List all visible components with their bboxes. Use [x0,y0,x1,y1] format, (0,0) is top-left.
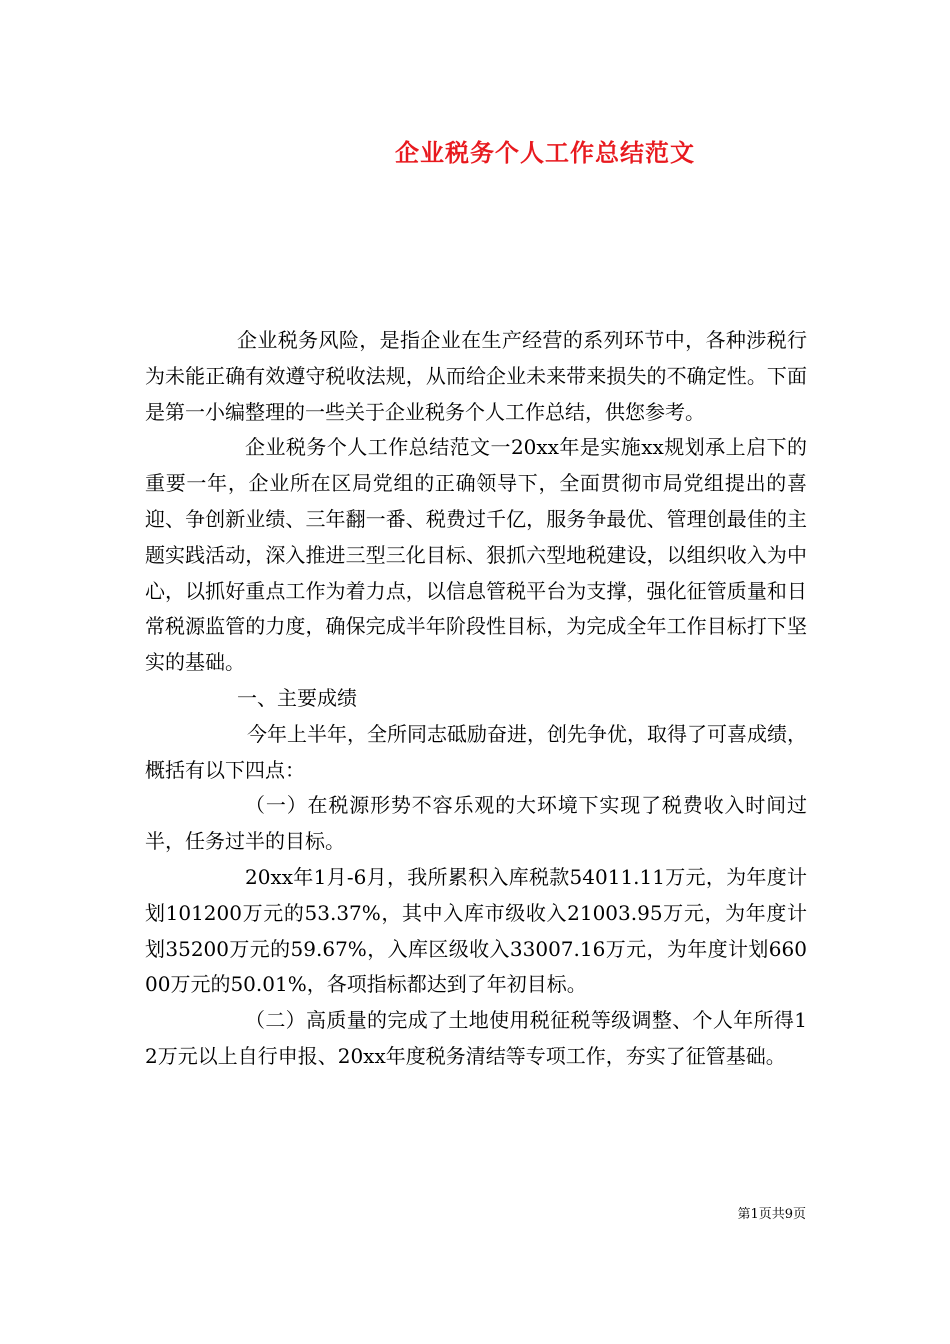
subheading-one: （一）在税源形势不容乐观的大环境下实现了税费收入时间过半，任务过半的目标。 [145,793,807,854]
page-number: 第1页共9页 [737,1207,806,1222]
section-heading-main-achievements: 一、主要成绩 [237,685,357,710]
document-title: 企业税务个人工作总结范文 [395,138,695,167]
paragraph-intro: 企业税务风险，是指企业在生产经营的系列环节中，各种涉税行为未能正确有效遵守税收法规，从而给企业未来带来损失的不确定性。下面是第一小编整理的一些关于企业税务个人工作总结，供您参考。 [145,328,807,424]
subheading-two: （二）高质量的完成了土地使用税征税等级调整、个人年所得12万元以上自行申报、20xx年度税务清结等专项工作，夯实了征管基础。 [145,1008,807,1068]
paragraph-tax-figures: 20xx年1月-6月，我所累积入库税款54011.11万元，为年度计划101200万元的53.37%，其中入库市级收入21003.95万元，为年度计划35200万元的59.67%，入库区级收入33007.16万元，为年度计划66000万元的50.01%，各项指标都达到了年初目标。 [145,864,807,997]
paragraph-summary-one: 企业税务个人工作总结范文一20xx年是实施xx规划承上启下的重要一年，企业所在区局党组的正确领导下，全面贯彻市局党组提出的喜迎、争创新业绩、三年翻一番、税费过千亿，服务争最优、管理创最佳的主题实践活动，深入推进三型三化目标、狠抓六型地税建设，以组织收入为中心，以抓好重点工作为着力点，以信息管税平台为支撑，强化征管质量和日常税源监管的力度，确保完成半年阶段性目标，为完成全年工作目标打下坚实的基础。 [145,435,807,675]
document-body [145,323,807,1075]
paragraph-achievements-overview: 今年上半年，全所同志砥励奋进，创先争优，取得了可喜成绩，概括有以下四点： [145,721,807,782]
